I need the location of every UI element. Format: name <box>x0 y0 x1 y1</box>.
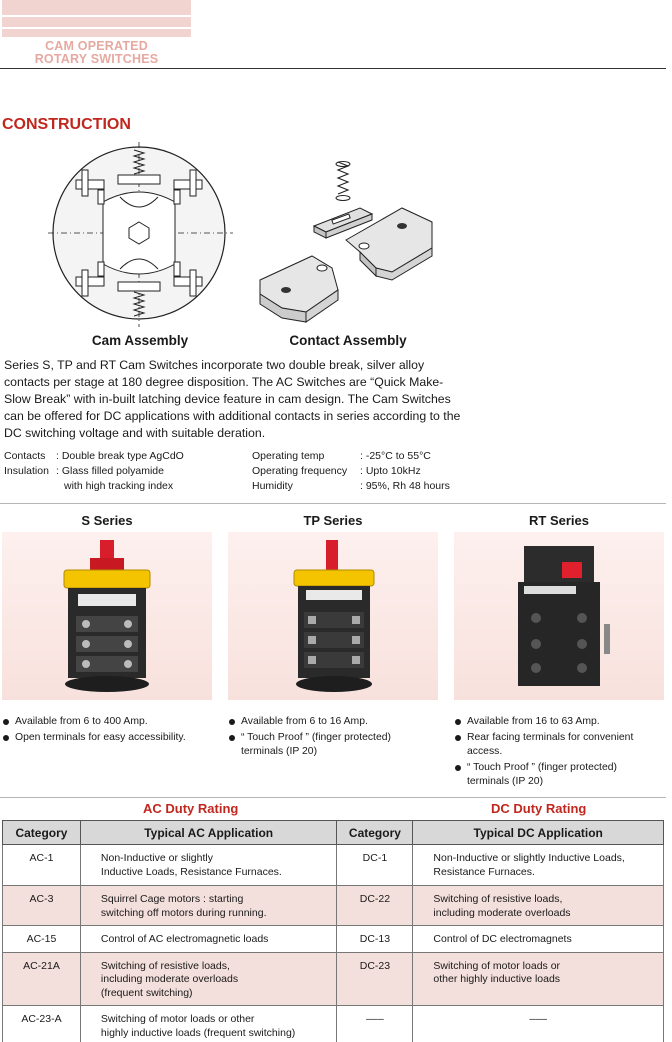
header-title-line1: CAM OPERATED <box>45 39 148 53</box>
header-band-3 <box>2 29 191 37</box>
spec-value: : Upto 10kHz <box>360 465 421 477</box>
col-header: Category <box>3 821 81 845</box>
cam-assembly-diagram <box>48 142 238 332</box>
header-band-1 <box>2 0 191 15</box>
ac-category: AC-21A <box>3 952 81 1006</box>
dc-application: Non-Inductive or slightly Inductive Loads, Resistance Furnaces. <box>413 845 664 886</box>
header-rule <box>0 68 666 69</box>
section-title: CONSTRUCTION <box>2 116 131 133</box>
col-header: Typical DC Application <box>413 821 664 845</box>
header-band-2 <box>2 17 191 27</box>
series-title-rt: RT Series <box>529 513 589 528</box>
spec-value: with high tracking index <box>64 480 174 492</box>
list-item: Available from 6 to 400 Amp. <box>2 715 217 729</box>
ac-application: Non-Inductive or slightly Inductive Loads, Resistance Furnaces. <box>80 845 337 886</box>
s-series-bullets <box>2 715 217 747</box>
ac-application: Control of AC electromagnetic loads <box>80 926 337 953</box>
ac-category: AC-15 <box>3 926 81 953</box>
rt-series-photo <box>454 532 664 700</box>
dc-duty-title: DC Duty Rating <box>491 801 587 816</box>
dc-category: DC-23 <box>337 952 413 1006</box>
table-row <box>3 1006 664 1042</box>
divider <box>0 503 666 504</box>
spec-value: : -25°C to 55°C <box>360 450 431 462</box>
spec-row <box>252 449 450 464</box>
series-title-tp: TP Series <box>303 513 363 528</box>
cam-assembly-caption: Cam Assembly <box>91 333 189 348</box>
dc-category: ––– <box>337 1006 413 1042</box>
spec-left <box>4 449 184 494</box>
table-header-row <box>3 821 664 845</box>
rt-series-bullets <box>454 715 644 791</box>
ac-application: Switching of resistive loads, including moderate overloads (frequent switching) <box>80 952 337 1006</box>
ac-application: Squirrel Cage motors : starting switching off motors during running. <box>80 886 337 926</box>
ac-duty-title: AC Duty Rating <box>143 801 239 816</box>
dc-category: DC-22 <box>337 886 413 926</box>
duty-rating-table <box>2 820 664 1042</box>
spec-row <box>4 464 184 479</box>
list-item: “ Touch Proof ” (finger protected) terminals (IP 20) <box>228 731 428 759</box>
ac-category: AC-3 <box>3 886 81 926</box>
divider <box>0 797 666 798</box>
list-item: Open terminals for easy accessibility. <box>2 731 217 745</box>
dc-category: DC-1 <box>337 845 413 886</box>
list-item: Available from 16 to 63 Amp. <box>454 715 644 729</box>
spec-key: Contacts <box>4 450 46 462</box>
spec-row <box>4 479 184 494</box>
contact-assembly-diagram <box>252 160 442 332</box>
spec-value: : 95%, Rh 48 hours <box>360 480 450 492</box>
spec-value: : Double break type AgCdO <box>56 450 184 462</box>
ac-category: AC-23-A <box>3 1006 81 1042</box>
tp-series-photo <box>228 532 438 700</box>
ac-application: Switching of motor loads or other highly inductive loads (frequent switching) <box>80 1006 337 1042</box>
series-title-s: S Series <box>81 513 133 528</box>
s-series-photo <box>2 532 212 700</box>
list-item: Rear facing terminals for convenient access. <box>454 731 644 759</box>
contact-assembly-caption: Contact Assembly <box>289 333 407 348</box>
dc-application: Switching of resistive loads, including moderate overloads <box>413 886 664 926</box>
spec-value: : Glass filled polyamide <box>56 465 164 477</box>
spec-row <box>4 449 184 464</box>
construction-paragraph: Series S, TP and RT Cam Switches incorporate two double break, silver alloy contacts per stage at 180 degree disposition. The AC Switches are “Quick Make-Slow Break” with in-built latching device feature in cam design. The Cam Switches can be offered for DC applications with additional contacts in series according to the DC switching voltage and with suitable deration. <box>4 358 461 440</box>
dc-application: ––– <box>413 1006 664 1042</box>
tp-series-bullets <box>228 715 428 761</box>
header-title-line2: ROTARY SWITCHES <box>34 52 159 66</box>
ac-category: AC-1 <box>3 845 81 886</box>
spec-key: Insulation <box>4 465 49 477</box>
dc-category: DC-13 <box>337 926 413 953</box>
list-item: Available from 6 to 16 Amp. <box>228 715 428 729</box>
table-row <box>3 952 664 1006</box>
spec-key: Operating temp <box>252 450 325 462</box>
col-header: Category <box>337 821 413 845</box>
dc-application: Switching of motor loads or other highly inductive loads <box>413 952 664 1006</box>
spec-key: Operating frequency <box>252 465 348 477</box>
spec-right <box>252 449 450 494</box>
header-title <box>2 40 191 66</box>
spec-row <box>252 464 450 479</box>
list-item: “ Touch Proof ” (finger protected) terminals (IP 20) <box>454 761 644 789</box>
table-row <box>3 926 664 953</box>
spec-key: Humidity <box>252 480 293 492</box>
dc-application: Control of DC electromagnets <box>413 926 664 953</box>
spec-row <box>252 479 450 494</box>
col-header: Typical AC Application <box>80 821 337 845</box>
table-row <box>3 886 664 926</box>
table-row <box>3 845 664 886</box>
